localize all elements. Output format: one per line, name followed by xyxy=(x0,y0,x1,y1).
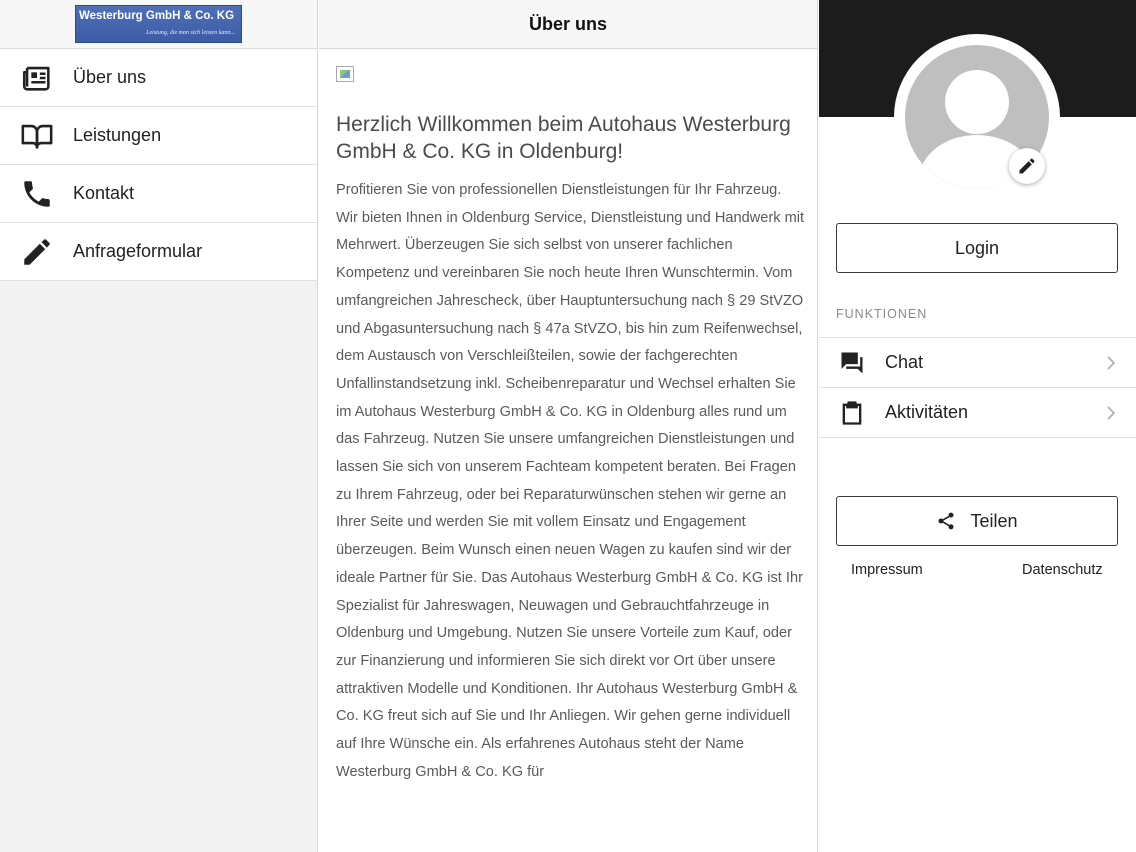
share-icon xyxy=(936,511,956,531)
clipboard-icon xyxy=(837,398,867,428)
about-text: Profitieren Sie von professionellen Dienstleistungen für Ihr Fahrzeug. Wir bieten Ihnen in Oldenburg Service, Dienstleistung und Handwerk mit Mehrwert. Überzeugen Sie sich selbst von unserer fachlichen Kompetenz und vereinbaren Sie noch heute Ihren Wunschtermin. Vom umfangreichen Jahrescheck, über Hauptuntersuchung nach § 29 StVZO und Abgasuntersuchung nach § 47a StVZO, bis hin zum Reifenwechsel, dem Austausch von Verschleißteilen, sowie der fachgerechten Unfallinstandsetzung inkl. Scheibenreparatur und Wechsel erhalten Sie im Autohaus Westerburg GmbH & Co. KG in Oldenburg alles rund um das Fahrzeug. Nutzen Sie unsere umfangreichen Dienstleistungen und lassen Sie sich von unserem Fachteam kompetent beraten. Bei Fragen zu Ihrem Fahrzeug, oder bei Reparaturwünschen stehen wir gerne an Ihrer Seite und werden Sie mit vollem Einsatz und Engagement überzeugen. Beim Wunsch einen neuen Wagen zu kaufen sind wir der ideale Partner für Sie. Das Autohaus Westerburg GmbH & Co. KG ist Ihr Spezialist für Jahreswagen, Neuwagen und Gebrauchtfahrzeuge in Oldenburg und Umgebung. Nutzen Sie unsere Vorteile zum Kauf, oder zur Finanzierung und informieren Sie sich direkt vor Ort über unsere attraktiven Modelle und Konditionen. Ihr Autohaus Westerburg GmbH & Co. KG freut sich auf Sie und Ihr Anliegen. Wir gehen gerne individuell auf Ihre Wünsche ein. Als erfahrenes Autohaus steht der Name Westerburg GmbH & Co. KG für xyxy=(336,182,805,780)
content-header xyxy=(319,0,817,49)
login-button[interactable]: Login xyxy=(836,223,1118,273)
chat-icon xyxy=(837,348,867,378)
avatar-placeholder-icon xyxy=(945,70,1009,134)
chevron-right-icon xyxy=(1104,355,1118,371)
welcome-heading: Herzlich Willkommen beim Autohaus Westerburg GmbH & Co. KG in Oldenburg! xyxy=(336,113,791,163)
function-item-chat[interactable] xyxy=(819,338,1136,388)
sidebar-item-label: Über uns xyxy=(73,67,147,87)
share-label: Teilen xyxy=(970,510,1018,531)
book-open-icon xyxy=(19,118,55,154)
logo-tagline: Leistung, die man sich leisten kann... xyxy=(146,30,235,36)
logo-title: Westerburg GmbH & Co. KG xyxy=(79,10,235,22)
datenschutz-link[interactable]: Datenschutz xyxy=(1022,562,1103,578)
pencil-icon xyxy=(1017,156,1037,176)
logo-bar xyxy=(0,0,317,49)
impressum-link[interactable]: Impressum xyxy=(851,562,923,578)
function-item-aktivitaeten[interactable] xyxy=(819,388,1136,438)
sidebar-item-kontakt[interactable] xyxy=(0,165,317,223)
main-content xyxy=(319,0,818,852)
share-button[interactable] xyxy=(836,496,1118,546)
company-logo[interactable] xyxy=(75,5,242,43)
sidebar-item-ueber-uns[interactable] xyxy=(0,49,317,107)
sidebar-item-label: Leistungen xyxy=(73,125,162,145)
sidebar xyxy=(0,0,318,852)
profile-panel xyxy=(819,0,1136,852)
sidebar-item-leistungen[interactable] xyxy=(0,107,317,165)
sidebar-item-label: Kontakt xyxy=(73,183,135,203)
broken-image-icon xyxy=(336,66,354,82)
newspaper-icon xyxy=(19,60,55,96)
function-label: Aktivitäten xyxy=(885,402,969,422)
page-title: Über uns xyxy=(528,13,607,34)
sidebar-item-label: Anfrageformular xyxy=(73,241,203,261)
pencil-icon xyxy=(19,234,55,270)
sidebar-item-anfrageformular[interactable] xyxy=(0,223,317,281)
function-label: Chat xyxy=(885,352,924,372)
chevron-right-icon xyxy=(1104,405,1118,421)
functions-list xyxy=(819,337,1136,438)
functions-section-label: FUNKTIONEN xyxy=(836,307,928,321)
phone-icon xyxy=(19,176,55,212)
edit-avatar-button[interactable] xyxy=(1009,148,1045,184)
